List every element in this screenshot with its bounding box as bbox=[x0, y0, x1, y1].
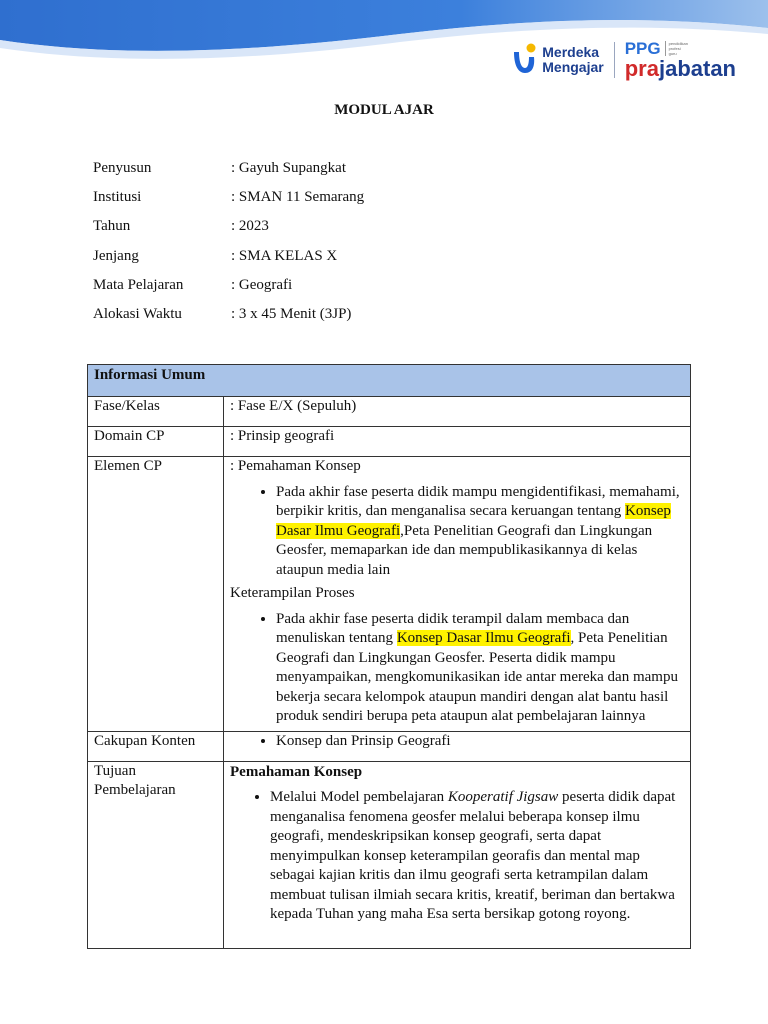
tujuan-list bbox=[230, 788, 684, 925]
meta-row-mata-pelajaran bbox=[93, 277, 364, 306]
table-row-domain bbox=[88, 427, 691, 457]
row-value: : Fase E/X (Sepuluh) bbox=[224, 397, 691, 427]
table-row-cakupan bbox=[88, 731, 691, 761]
cakupan-cell bbox=[224, 731, 691, 761]
meta-label: Institusi bbox=[93, 189, 142, 206]
meta-value: : SMA KELAS X bbox=[231, 247, 338, 264]
meta-row-alokasi-waktu bbox=[93, 306, 364, 335]
bullet-text: , Peta Penelitian Geografi dan Lingkungan Geosfer. Peserta didik mampu menyampaikan, mengkomunikasikan ide antar mereka dan mampu bekerja secara kelompok ataupun mandiri dengan alat bantu hasil produk sendiri berupa peta ataupun alat pembelajaran lainnya bbox=[276, 630, 678, 724]
prajabatan-logo-part1: pra bbox=[624, 56, 659, 81]
row-value: : Prinsip geografi bbox=[224, 427, 691, 457]
meta-row-tahun bbox=[93, 218, 364, 247]
merdeka-mengajar-logo bbox=[511, 43, 603, 77]
elemen-bullet-list-2 bbox=[230, 610, 684, 727]
elemen-bullet-2 bbox=[276, 610, 684, 727]
meta-row-penyusun bbox=[93, 160, 364, 189]
meta-value: : Geografi bbox=[231, 276, 293, 293]
tujuan-bullet-1 bbox=[270, 788, 684, 925]
ppg-logo-tagline bbox=[665, 41, 688, 56]
merdeka-mengajar-emblem-icon bbox=[511, 43, 537, 77]
bullet-text: Melalui Model pembelajaran bbox=[270, 789, 448, 805]
elemen-cell bbox=[224, 457, 691, 732]
row-label: Domain CP bbox=[88, 427, 224, 457]
ppg-prajabatan-logo bbox=[625, 40, 736, 80]
meta-label: Mata Pelajaran bbox=[93, 276, 184, 293]
bullet-text: Pada akhir fase peserta didik terampil dalam membaca dan menuliskan tentang bbox=[276, 610, 630, 646]
informasi-umum-table bbox=[87, 364, 691, 949]
document-title: MODUL AJAR bbox=[334, 102, 434, 118]
row-label: Fase/Kelas bbox=[88, 397, 224, 427]
tujuan-subheading: Pemahaman Konsep bbox=[230, 763, 363, 780]
table-row-fase bbox=[88, 397, 691, 427]
ppg-tag-3: guru bbox=[668, 51, 677, 56]
meta-value: : SMAN 11 Semarang bbox=[231, 189, 365, 206]
header-logos bbox=[511, 40, 736, 80]
ppg-tag-2: profesi bbox=[668, 46, 681, 51]
row-label: Tujuan Pembelajaran bbox=[88, 761, 224, 948]
table-row-tujuan bbox=[88, 761, 691, 948]
elemen-bullet-list-1 bbox=[230, 483, 684, 581]
merdeka-logo-line2: Mengajar bbox=[542, 59, 604, 75]
module-metadata bbox=[93, 160, 364, 335]
meta-label: Tahun bbox=[93, 218, 131, 235]
meta-value: : Gayuh Supangkat bbox=[231, 160, 346, 176]
elemen-value: : Pemahaman Konsep bbox=[230, 458, 361, 474]
ppg-tag-1: pendidikan bbox=[668, 41, 688, 46]
cakupan-item: • Konsep dan Prinsip Geografi bbox=[276, 732, 684, 752]
bullet-text: ,Peta Penelitian Geografi dan Lingkungan Geosfer, memaparkan ide dan mempublikasikannya di kelas ataupun media lain bbox=[276, 522, 653, 578]
meta-row-jenjang bbox=[93, 248, 364, 277]
table-row-elemen bbox=[88, 457, 691, 732]
row-label: Elemen CP bbox=[88, 457, 224, 732]
meta-label: Penyusun bbox=[93, 160, 152, 176]
italic-text: Kooperatif Jigsaw bbox=[447, 789, 559, 805]
row-label: Cakupan Konten bbox=[88, 731, 224, 761]
cakupan-list bbox=[230, 732, 684, 752]
tujuan-cell bbox=[224, 761, 691, 948]
table-header-informasi-umum: Informasi Umum bbox=[88, 365, 691, 397]
prajabatan-logo-part2: jabatan bbox=[658, 56, 736, 81]
meta-label: Jenjang bbox=[93, 247, 139, 264]
meta-value: : 3 x 45 Menit (3JP) bbox=[231, 305, 352, 322]
bullet-text: Pada akhir fase peserta didik mampu mengidentifikasi, memahami, berpikir kritis, dan menganalisa secara keruangan tentang bbox=[276, 483, 680, 519]
highlighted-text: Konsep Dasar Ilmu Geografi bbox=[276, 503, 671, 539]
meta-label: Alokasi Waktu bbox=[93, 305, 182, 322]
merdeka-logo-line1: Merdeka bbox=[542, 44, 600, 60]
elemen-bullet-1 bbox=[276, 483, 684, 581]
logo-divider bbox=[614, 42, 615, 78]
keterampilan-proses-label: Keterampilan Proses bbox=[230, 585, 355, 601]
bullet-text: peserta didik dapat menganalisa fenomena geosfer melalui beberapa konsep ilmu geografi, mendeskripsikan konsep geografi, serta dapat menyimpulkan konsep keterampilan georafis dan mental map sebagai kajian kritis dan ilmu geografi serta ketrampilan dalam membuat tulisan ilmiah secara kritis, kreatif, beriman dan bertakwa kepada Tuhan yang maha Esa serta bersikap gotong royong. bbox=[270, 789, 676, 922]
highlighted-text: Konsep Dasar Ilmu Geografi bbox=[396, 630, 571, 646]
meta-value: : 2023 bbox=[231, 218, 269, 235]
ppg-logo-word: PPG bbox=[624, 39, 661, 58]
meta-row-institusi bbox=[93, 189, 364, 218]
